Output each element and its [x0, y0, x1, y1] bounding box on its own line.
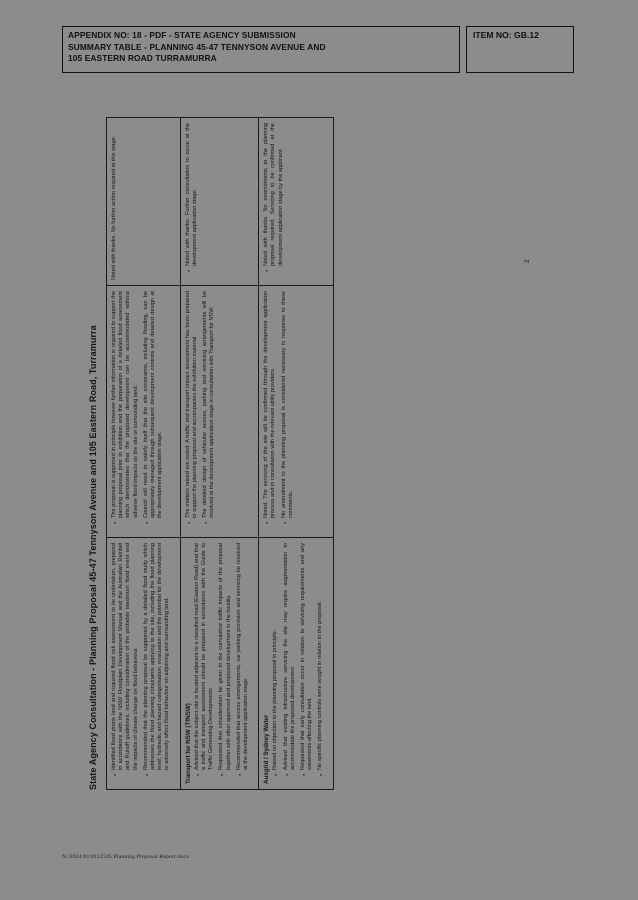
- table-row: [259, 118, 333, 790]
- list-item: ● No amendment to the planning proposal is considered necessary in response to these comments.: [281, 291, 295, 524]
- footer-path: N:/2024/01/0112345 Planning Proposal Report.docx: [62, 854, 190, 860]
- table-cell-action: [107, 118, 181, 286]
- table-cell-agency-comments: [180, 538, 259, 790]
- table-cell-agency-comments: [107, 538, 181, 790]
- list-item: ● No specific planning controls were sought in relation to the proposal.: [317, 543, 324, 776]
- appendix-title-box: [62, 26, 460, 73]
- appendix-title-line-2: SUMMARY TABLE - PLANNING 45-47 TENNYSON AVENUE AND: [68, 41, 326, 52]
- table-cell-action: [259, 118, 333, 286]
- appendix-title-line-1: APPENDIX NO: 18 - PDF - STATE AGENCY SUBMISSION: [68, 30, 296, 40]
- table-cell-action: [180, 118, 259, 286]
- table-cell-agency-comments: [259, 538, 333, 790]
- list-item: ● Requested that consideration be given to the cumulative traffic impacts of the proposal together with other approved and proposed development in the locality.: [218, 543, 232, 776]
- list-item: ● Advised that the subject site is located adjacent to a classified road (Eastern Road) and that a traffic and transport assessment should be prepared in accordance with the Guide to Traffic Generating Developments.: [194, 543, 216, 776]
- header-band: [62, 26, 574, 73]
- table-cell-response: [180, 286, 259, 538]
- rotated-content-wrapper: [88, 110, 531, 790]
- list-item: ● Advised that existing infrastructure servicing the site may require augmentation to accommodate the proposed development.: [283, 543, 297, 776]
- table-row: [107, 118, 181, 790]
- page-number: 2: [524, 259, 531, 263]
- list-item: ● Raised no objection to the planning proposal in principle.: [272, 543, 279, 776]
- list-item: ● Recommended that the planning proposal be supported by a detailed flood study which addresses the flood planning constraints applying to the site, including the flood planning level, hydraulic and hazard categorisation, evacuation and the potential for the development to adversely affect flood behaviour on adjoining and surrounding land.: [143, 543, 172, 776]
- table-cell-response: [107, 286, 181, 538]
- list-item: ● The proposal is supported in principle however further information is required to support the planning proposal prior to exhibition and the preparation of a detailed flood assessment which demonstrates that the proposed development can be accommodated without adverse flood impacts on the site or surrounding land.: [111, 291, 140, 524]
- list-item: ● Noted with thanks. Further consultation to occur at the development application stage.: [185, 123, 199, 272]
- list-item: ● The detailed design of vehicular access, parking and servicing arrangements will be resolved at the development application stage in consultation with Transport for NSW.: [202, 291, 216, 524]
- list-item: ● Requested that early consultation occur in relation to servicing requirements and any easements affecting the land.: [300, 543, 314, 776]
- action-text: Noted with thanks. No further action required at this stage.: [111, 135, 117, 280]
- page-title: State Agency Consultation - Planning Proposal 45-47 Tennyson Avenue and 105 Eastern Road, Turramurra: [88, 325, 98, 790]
- item-number-label: ITEM NO: GB.12: [473, 30, 539, 40]
- rotated-content: [88, 110, 531, 790]
- appendix-title-line-3: 105 EASTERN ROAD TURRAMURRA: [68, 53, 217, 63]
- list-item: ● Noted. The servicing of the site will be confirmed through the development application process and in consultation with the relevant utility providers.: [263, 291, 277, 524]
- table-cell-response: [259, 286, 333, 538]
- cell-heading: Transport for NSW (TfNSW): [184, 703, 192, 784]
- list-item: ● The matters raised are noted. A traffic and transport impact assessment has been prepared to support the planning proposal and accompanies the exhibition material.: [185, 291, 199, 524]
- table-row: [180, 118, 259, 790]
- cell-heading: Ausgrid / Sydney Water: [263, 714, 271, 784]
- item-number-box: [466, 26, 574, 73]
- list-item: ● Recommended that access arrangements, car parking provision and servicing be resolved at the development application stage.: [236, 543, 250, 776]
- consultation-summary-table: [106, 117, 334, 790]
- list-item: ● Noted with thanks. No amendments to the planning proposal required. Servicing to be confirmed at the development application stage by the applicant.: [263, 123, 285, 272]
- list-item: ● Identified flood prone land and required flood risk assessment to be undertaken, prepared in accordance with the NSW Floodplain Development Manual and the Australian Rainfall and Runoff guidelines, including consideration of the probable maximum flood event and the impacts of climate change on flood behaviour.: [111, 543, 140, 776]
- list-item: ● Council will need to satisfy itself that the site constraints, including flooding, can be appropriately managed through subsequent development controls and detailed design at the development application stage.: [143, 291, 165, 524]
